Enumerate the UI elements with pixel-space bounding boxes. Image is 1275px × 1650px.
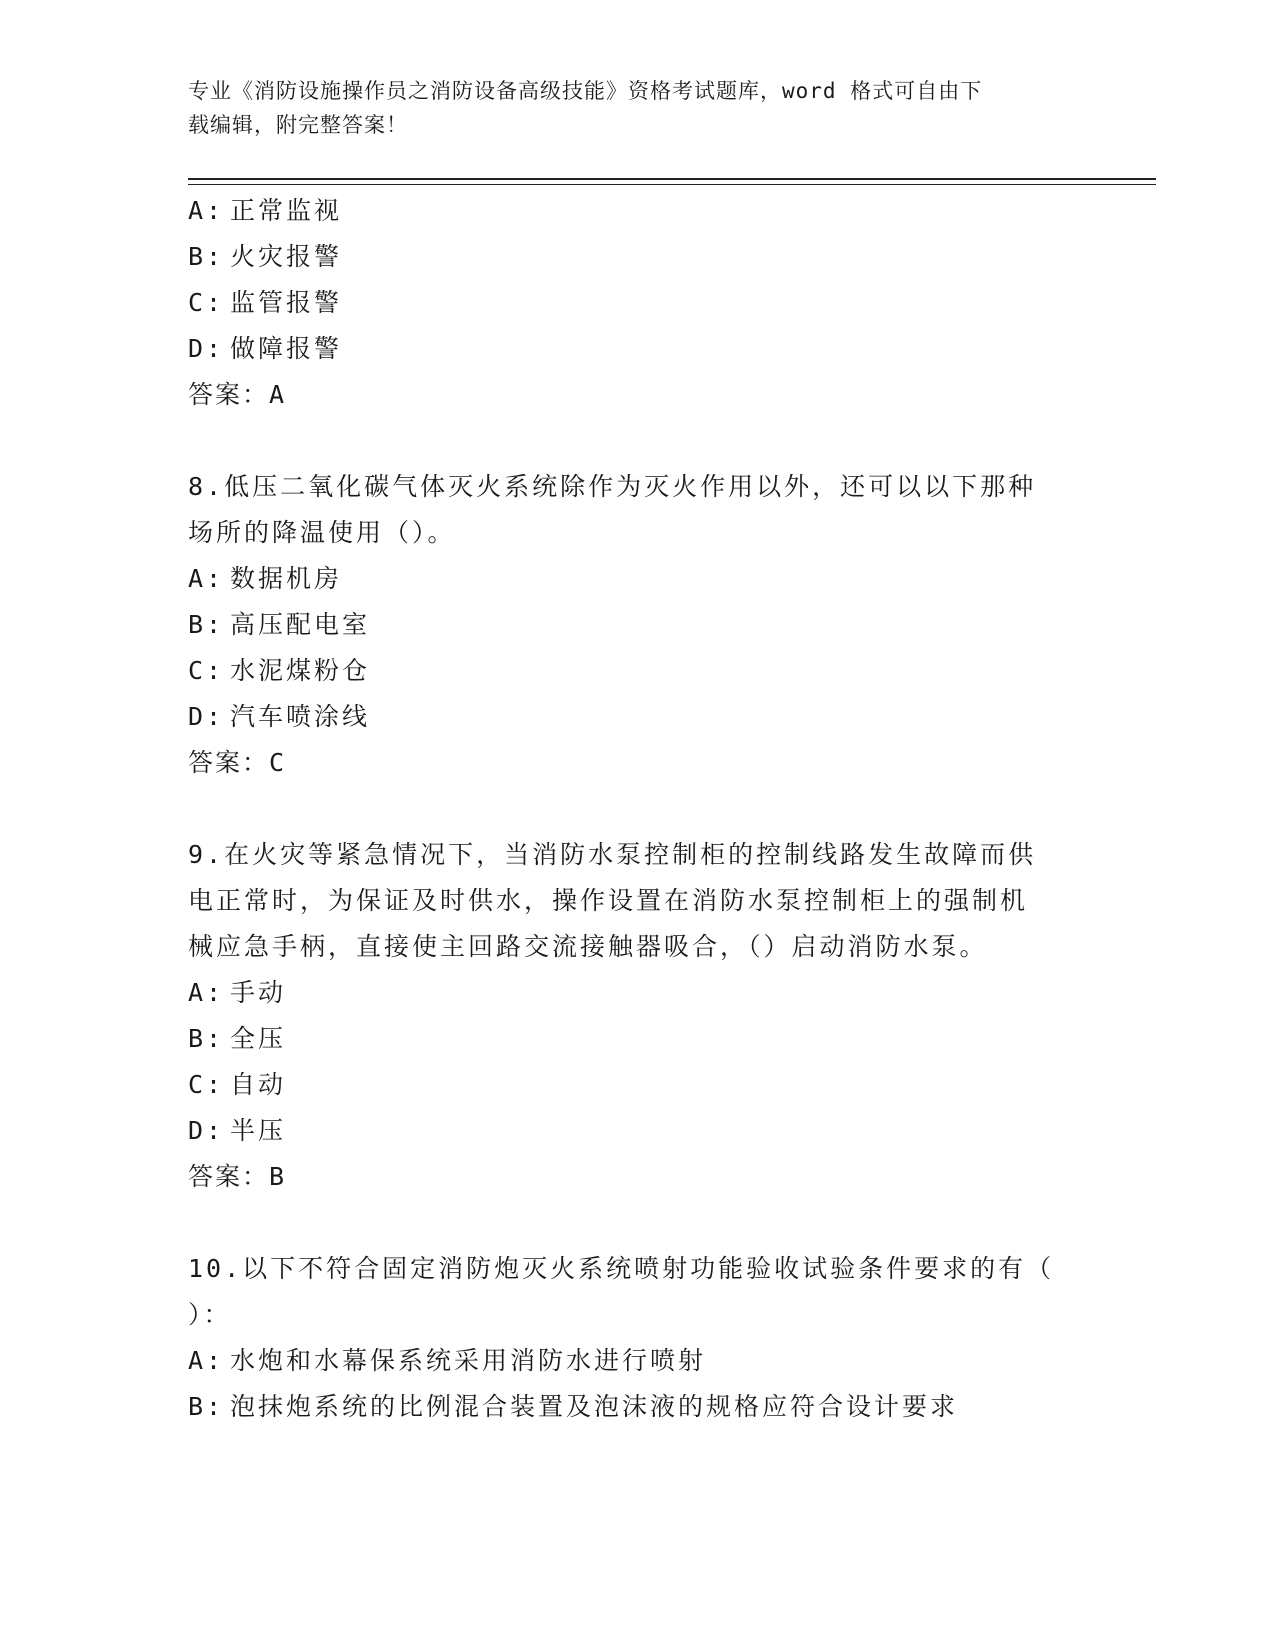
option-b bbox=[188, 1016, 1088, 1062]
option-b bbox=[188, 234, 1088, 280]
question-9-block bbox=[188, 832, 1088, 1200]
option-letter: C: bbox=[188, 288, 225, 317]
question-content bbox=[188, 188, 1088, 1430]
question-text-line: 8.低压二氧化碳气体灭火系统除作为灭火作用以外，还可以以下那种 bbox=[188, 472, 1037, 501]
question-text-line: 场所的降温使用（）。 bbox=[188, 518, 456, 547]
option-letter: D: bbox=[188, 334, 225, 363]
option-letter: A: bbox=[188, 564, 225, 593]
option-a bbox=[188, 556, 1088, 602]
option-c bbox=[188, 1062, 1088, 1108]
option-letter: B: bbox=[188, 610, 225, 639]
header-line-1: 专业《消防设施操作员之消防设备高级技能》资格考试题库，word 格式可自由下 bbox=[188, 79, 983, 103]
header-divider-thick bbox=[188, 178, 1156, 180]
document-header bbox=[188, 74, 1088, 142]
option-letter: C: bbox=[188, 656, 225, 685]
option-letter: A: bbox=[188, 978, 225, 1007]
question-text-line: 9.在火灾等紧急情况下，当消防水泵控制柜的控制线路发生故障而供 bbox=[188, 840, 1037, 869]
answer-line: 答案：A bbox=[188, 380, 287, 409]
question-10-block bbox=[188, 1246, 1088, 1430]
option-text: 做障报警 bbox=[230, 334, 343, 363]
option-d bbox=[188, 326, 1088, 372]
option-text: 正常监视 bbox=[230, 196, 343, 225]
option-c bbox=[188, 280, 1088, 326]
option-text: 水炮和水幕保系统采用消防水进行喷射 bbox=[230, 1346, 707, 1375]
option-text: 监管报警 bbox=[230, 288, 343, 317]
option-text: 高压配电室 bbox=[230, 610, 371, 639]
question-text-line: ）： bbox=[188, 1300, 232, 1329]
option-text: 泡抹炮系统的比例混合装置及泡沫液的规格应符合设计要求 bbox=[230, 1392, 959, 1421]
option-letter: C: bbox=[188, 1070, 225, 1099]
question-text-line: 10.以下不符合固定消防炮灭火系统喷射功能验收试验条件要求的有（ bbox=[188, 1254, 1055, 1283]
option-b bbox=[188, 602, 1088, 648]
option-b bbox=[188, 1384, 1088, 1430]
option-text: 手动 bbox=[230, 978, 287, 1007]
option-c bbox=[188, 648, 1088, 694]
option-text: 火灾报警 bbox=[230, 242, 343, 271]
option-text: 自动 bbox=[230, 1070, 287, 1099]
option-d bbox=[188, 694, 1088, 740]
header-divider-thin bbox=[188, 184, 1156, 185]
question-text-line: 械应急手柄，直接使主回路交流接触器吸合，（）启动消防水泵。 bbox=[188, 932, 988, 961]
answer-line: 答案：C bbox=[188, 748, 287, 777]
option-a bbox=[188, 1338, 1088, 1384]
question-7-block bbox=[188, 188, 1088, 418]
option-d bbox=[188, 1108, 1088, 1154]
question-8-block bbox=[188, 464, 1088, 786]
option-letter: B: bbox=[188, 1392, 225, 1421]
option-letter: A: bbox=[188, 1346, 225, 1375]
option-letter: D: bbox=[188, 1116, 225, 1145]
option-text: 汽车喷涂线 bbox=[230, 702, 371, 731]
option-letter: B: bbox=[188, 242, 225, 271]
option-letter: D: bbox=[188, 702, 225, 731]
header-line-2: 载编辑，附完整答案！ bbox=[188, 113, 408, 137]
option-a bbox=[188, 188, 1088, 234]
question-text-line: 电正常时，为保证及时供水，操作设置在消防水泵控制柜上的强制机 bbox=[188, 886, 1029, 915]
option-letter: A: bbox=[188, 196, 225, 225]
option-letter: B: bbox=[188, 1024, 225, 1053]
option-text: 全压 bbox=[230, 1024, 287, 1053]
answer-line: 答案：B bbox=[188, 1162, 287, 1191]
option-text: 水泥煤粉仓 bbox=[230, 656, 371, 685]
option-text: 数据机房 bbox=[230, 564, 343, 593]
option-text: 半压 bbox=[230, 1116, 287, 1145]
option-a bbox=[188, 970, 1088, 1016]
